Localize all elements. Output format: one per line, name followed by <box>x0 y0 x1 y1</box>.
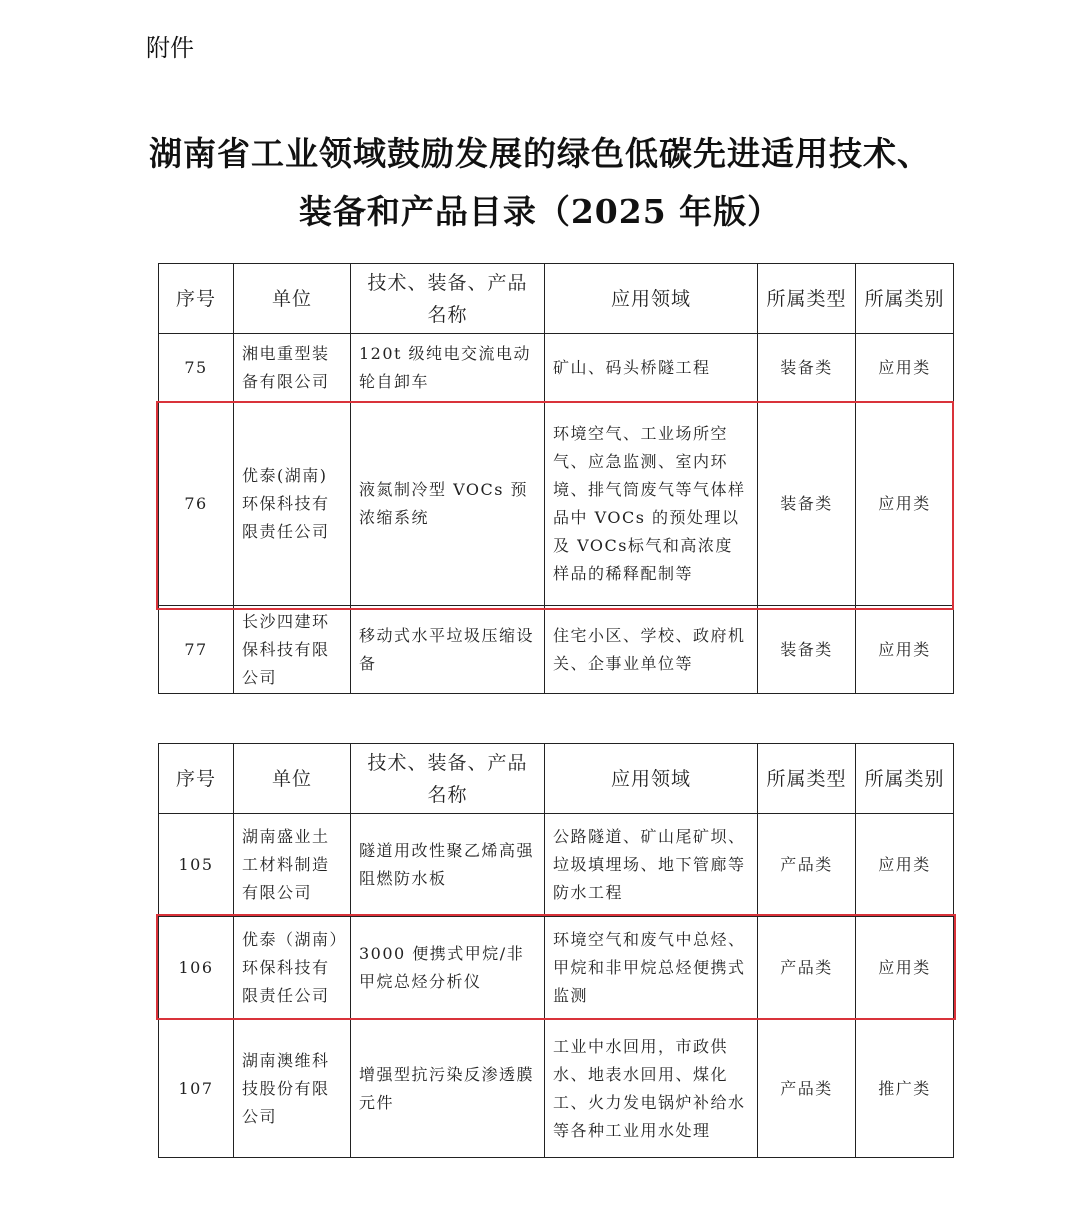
header-type: 所属类型 <box>758 744 856 814</box>
header-no: 序号 <box>159 264 234 334</box>
row-type: 装备类 <box>758 403 856 606</box>
table-row <box>159 1020 954 1158</box>
row-unit: 湘电重型装备有限公司 <box>234 334 351 403</box>
table-row <box>159 403 954 606</box>
row-name: 3000 便携式甲烷/非甲烷总烃分析仪 <box>351 917 545 1020</box>
row-field: 工业中水回用，市政供水、地表水回用、煤化工、火力发电锅炉补给水等各种工业用水处理 <box>545 1020 758 1158</box>
document-title-line-1: 湖南省工业领域鼓励发展的绿色低碳先进适用技术、 <box>149 134 931 173</box>
header-field: 应用领域 <box>545 264 758 334</box>
table-row <box>159 917 954 1020</box>
row-field: 环境空气、工业场所空气、应急监测、室内环境、排气筒废气等气体样品中 VOCs 的预处理以及 VOCs标气和高浓度样品的稀释配制等 <box>545 403 758 606</box>
row-name: 隧道用改性聚乙烯高强阻燃防水板 <box>351 814 545 917</box>
row-category: 推广类 <box>856 1020 954 1158</box>
row-unit: 长沙四建环保科技有限公司 <box>234 606 351 694</box>
row-type: 装备类 <box>758 606 856 694</box>
row-category: 应用类 <box>856 606 954 694</box>
table-row <box>159 334 954 403</box>
row-field: 环境空气和废气中总烃、甲烷和非甲烷总烃便携式监测 <box>545 917 758 1020</box>
row-field: 公路隧道、矿山尾矿坝、垃圾填埋场、地下管廊等防水工程 <box>545 814 758 917</box>
row-name: 120t 级纯电交流电动轮自卸车 <box>351 334 545 403</box>
row-field: 矿山、码头桥隧工程 <box>545 334 758 403</box>
header-unit: 单位 <box>234 744 351 814</box>
attachment-label: 附件 <box>146 34 194 62</box>
row-no: 106 <box>159 917 234 1020</box>
row-no: 76 <box>159 403 234 606</box>
table-header-row <box>159 744 954 814</box>
row-no: 75 <box>159 334 234 403</box>
row-type: 产品类 <box>758 1020 856 1158</box>
header-name: 技术、装备、产品名称 <box>351 264 545 334</box>
table-row <box>159 606 954 694</box>
catalog-table-1 <box>158 263 954 694</box>
header-category: 所属类别 <box>856 264 954 334</box>
header-no: 序号 <box>159 744 234 814</box>
row-category: 应用类 <box>856 334 954 403</box>
header-type: 所属类型 <box>758 264 856 334</box>
row-name: 液氮制冷型 VOCs 预浓缩系统 <box>351 403 545 606</box>
header-unit: 单位 <box>234 264 351 334</box>
row-name: 增强型抗污染反渗透膜元件 <box>351 1020 545 1158</box>
table-row <box>159 814 954 917</box>
row-no: 105 <box>159 814 234 917</box>
row-type: 产品类 <box>758 814 856 917</box>
row-type: 装备类 <box>758 334 856 403</box>
row-unit: 湖南澳维科技股份有限公司 <box>234 1020 351 1158</box>
header-field: 应用领域 <box>545 744 758 814</box>
row-name: 移动式水平垃圾压缩设备 <box>351 606 545 694</box>
row-type: 产品类 <box>758 917 856 1020</box>
row-category: 应用类 <box>856 814 954 917</box>
header-name: 技术、装备、产品名称 <box>351 744 545 814</box>
row-unit: 优泰(湖南)环保科技有限责任公司 <box>234 403 351 606</box>
table-header-row <box>159 264 954 334</box>
document-title-line-2: 装备和产品目录（2025 年版） <box>298 192 782 231</box>
row-no: 77 <box>159 606 234 694</box>
row-field: 住宅小区、学校、政府机关、企事业单位等 <box>545 606 758 694</box>
catalog-table-2 <box>158 743 954 1158</box>
row-category: 应用类 <box>856 403 954 606</box>
row-no: 107 <box>159 1020 234 1158</box>
row-unit: 优泰（湖南）环保科技有限责任公司 <box>234 917 351 1020</box>
header-category: 所属类别 <box>856 744 954 814</box>
row-unit: 湖南盛业土工材料制造有限公司 <box>234 814 351 917</box>
row-category: 应用类 <box>856 917 954 1020</box>
